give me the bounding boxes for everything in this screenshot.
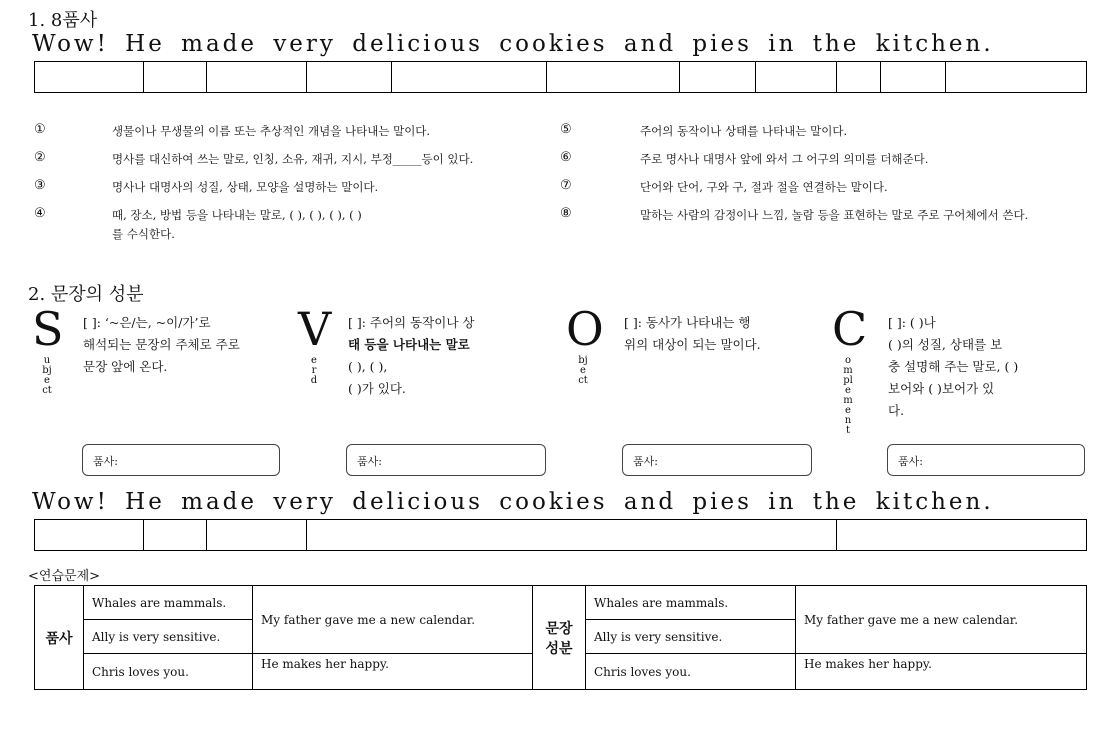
verb-description: [ ]: 주어의 동작이나 상 태 등을 나타내는 말로 ( ), ( ), ( )가 있다.	[348, 315, 475, 396]
practice-component-s4[interactable]: My father gave me a new calendar.	[796, 586, 1087, 654]
subject-pos-box[interactable]: 품사:	[82, 444, 280, 476]
answer-cell-he[interactable]	[144, 62, 207, 93]
answer-cell-very[interactable]	[307, 62, 392, 93]
section1-answer-grid	[34, 61, 1087, 93]
subject-vertical-label: ubject	[42, 355, 52, 396]
section2-sentence: Wow! He made very delicious cookies and pies in the kitchen.	[32, 489, 994, 515]
practice-pos-s5[interactable]: He makes her happy.	[253, 654, 533, 690]
answer-cell-made[interactable]	[207, 62, 307, 93]
section2-title: 2. 문장의 성분	[28, 284, 144, 305]
verb-vertical-label: erd	[310, 355, 318, 386]
practice-table	[34, 585, 1087, 690]
verb-pos-box[interactable]: 품사:	[346, 444, 546, 476]
complement-vertical-label: omplement	[843, 355, 853, 436]
section1-sentence: Wow! He made very delicious cookies and pies in the kitchen.	[32, 31, 994, 57]
def-text-4: 때, 장소, 방법 등을 나타내는 말로, ( ), ( ), ( ), ( )	[112, 208, 362, 222]
practice-pos-s2[interactable]: Ally is very sensitive.	[84, 620, 253, 654]
object-description: [ ]: 동사가 나타내는 행 위의 대상이 되는 말이다.	[624, 315, 761, 352]
def-text-1: 생물이나 무생물의 이름 또는 추상적인 개념을 나타내는 말이다.	[112, 124, 431, 138]
section2-answer-grid	[34, 519, 1087, 551]
def-text-2: 명사를 대신하여 쓰는 말로, 인칭, 소유, 재귀, 지시, 부정_____등이 있다.	[112, 152, 474, 166]
def-num-5: ⑤	[560, 122, 572, 137]
answer-cell-pies[interactable]	[756, 62, 837, 93]
practice-title: <연습문제>	[28, 569, 101, 584]
answer-cell-wow[interactable]	[35, 62, 144, 93]
def-num-4: ④	[34, 206, 46, 221]
practice-pos-s3[interactable]: Chris loves you.	[84, 654, 253, 690]
object-letter: O	[566, 302, 604, 356]
practice-pos-header: 품사	[35, 586, 84, 690]
def-num-8: ⑧	[560, 206, 572, 221]
answer-cell-the[interactable]	[881, 62, 946, 93]
component-cell-he[interactable]	[144, 520, 207, 551]
component-cell-adverbial[interactable]	[837, 520, 1087, 551]
def-num-1: ①	[34, 122, 46, 137]
object-vertical-label: bject	[578, 355, 588, 386]
def-num-2: ②	[34, 150, 46, 165]
component-cell-made[interactable]	[207, 520, 307, 551]
subject-description: [ ]: ‘~은/는, ~이/가’로 해석되는 문장의 주체로 주로 문장 앞에 온다.	[83, 315, 240, 374]
practice-component-s5[interactable]: He makes her happy.	[796, 654, 1087, 690]
practice-component-s2[interactable]: Ally is very sensitive.	[586, 620, 796, 654]
practice-component-s3[interactable]: Chris loves you.	[586, 654, 796, 690]
answer-cell-kitchen[interactable]	[946, 62, 1087, 93]
component-cell-object-phrase[interactable]	[307, 520, 837, 551]
practice-component-s1[interactable]: Whales are mammals.	[586, 586, 796, 620]
def-text-8: 말하는 사람의 감정이나 느낌, 놀람 등을 표현하는 말로 주로 구어체에서 쓴다.	[640, 208, 1029, 222]
def-text-6: 주로 명사나 대명사 앞에 와서 그 어구의 의미를 더해준다.	[640, 152, 929, 166]
def-text-3: 명사나 대명사의 성질, 상태, 모양을 설명하는 말이다.	[112, 180, 379, 194]
def-num-6: ⑥	[560, 150, 572, 165]
answer-cell-in[interactable]	[837, 62, 881, 93]
practice-component-header: 문장 성분	[533, 586, 586, 690]
answer-cell-cookies[interactable]	[547, 62, 680, 93]
answer-cell-and[interactable]	[680, 62, 756, 93]
practice-pos-s1[interactable]: Whales are mammals.	[84, 586, 253, 620]
component-cell-wow[interactable]	[35, 520, 144, 551]
complement-pos-box[interactable]: 품사:	[887, 444, 1085, 476]
def-num-7: ⑦	[560, 178, 572, 193]
def-text-7: 단어와 단어, 구와 구, 절과 절을 연결하는 말이다.	[640, 180, 888, 194]
complement-description: [ ]: ( )나 ( )의 성질, 상태를 보 충 설명해 주는 말로, ( ) 보어와 ( )보어가 있 다.	[888, 315, 1019, 418]
verb-letter: V	[298, 302, 332, 356]
complement-letter: C	[832, 302, 868, 356]
def-text-4-cont: 를 수식한다.	[112, 227, 175, 241]
section1-title: 1. 8품사	[28, 10, 98, 31]
def-num-3: ③	[34, 178, 46, 193]
object-pos-box[interactable]: 품사:	[622, 444, 812, 476]
def-text-5: 주어의 동작이나 상태를 나타내는 말이다.	[640, 124, 848, 138]
answer-cell-delicious[interactable]	[392, 62, 547, 93]
subject-letter: S	[32, 302, 64, 356]
practice-pos-s4[interactable]: My father gave me a new calendar.	[253, 586, 533, 654]
